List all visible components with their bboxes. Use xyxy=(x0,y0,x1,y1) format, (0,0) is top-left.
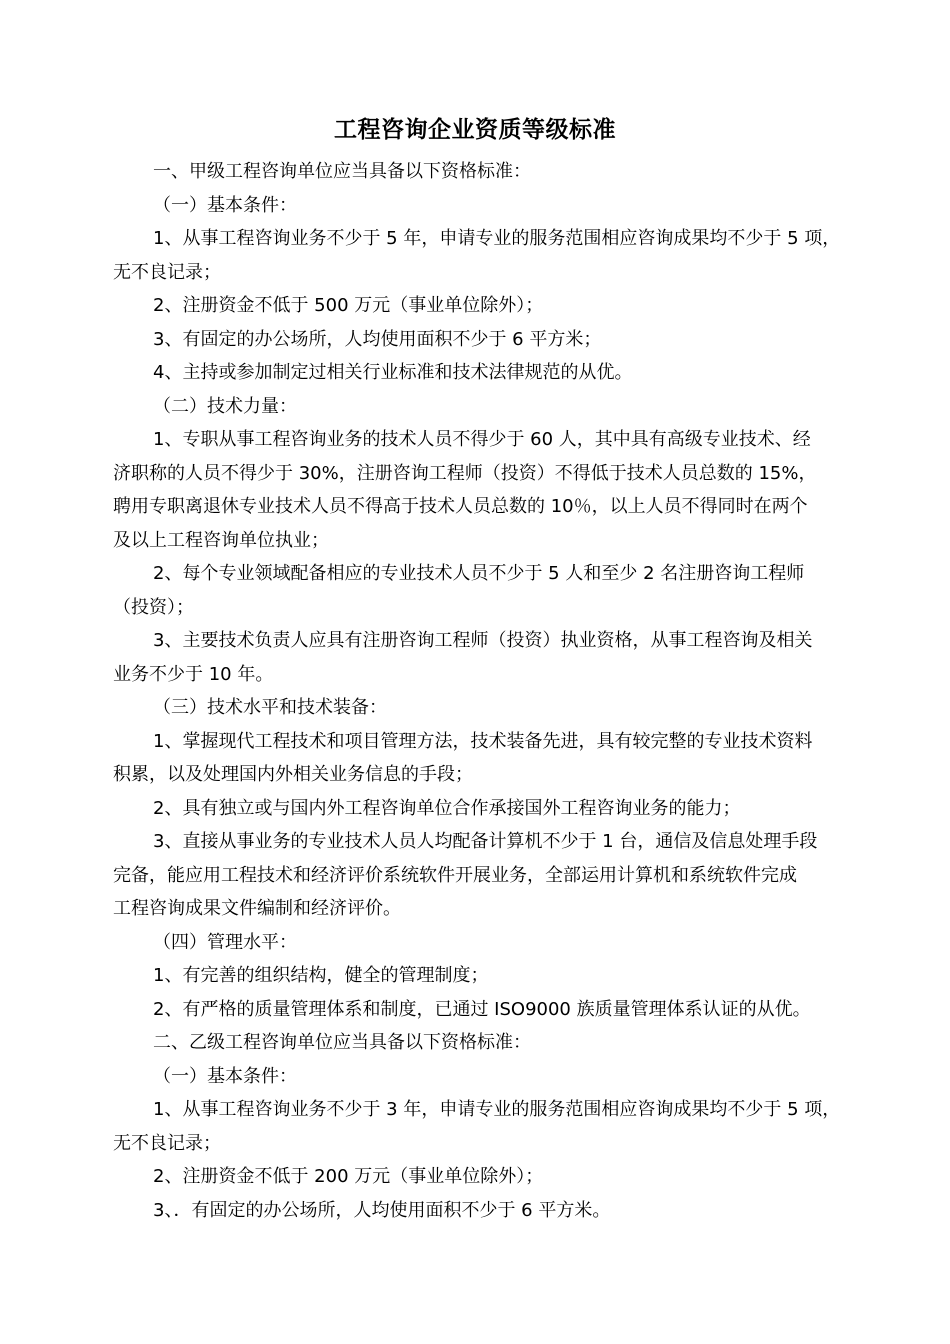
subsection-heading: （一）基本条件： xyxy=(153,1065,297,1087)
paragraph-line: 聘用专职离退休专业技术人员不得高于技术人员总数的 10％，以上人员不得同时在两个 xyxy=(113,496,808,517)
section-heading-2: 二、乙级工程咨询单位应当具备以下资格标准： xyxy=(153,1032,531,1053)
paragraph-line: 无不良记录； xyxy=(113,261,221,283)
paragraph-line: 1、掌握现代工程技术和项目管理方法，技术装备先进，具有较完整的专业技术资料 xyxy=(153,730,813,752)
paragraph-line: 济职称的人员不得少于 30%，注册咨询工程师（投资）不得低于技术人员总数的 15%， xyxy=(113,462,817,484)
subsection-heading: （三）技术水平和技术装备： xyxy=(153,697,387,718)
paragraph-line: 工程咨询成果文件编制和经济评价。 xyxy=(113,898,401,919)
paragraph-line: 3、直接从事业务的专业技术人员人均配备计算机不少于 1 台，通信及信息处理手段 xyxy=(153,831,818,852)
subsection-heading: （一）基本条件： xyxy=(153,194,297,216)
paragraph-line: 3、．有固定的办公场所，人均使用面积不少于 6 平方米。 xyxy=(153,1199,611,1221)
paragraph-line: 业务不少于 10 年。 xyxy=(113,663,274,685)
paragraph-line: （投资）； xyxy=(113,596,194,618)
paragraph-line: 3、有固定的办公场所，人均使用面积不少于 6 平方米； xyxy=(153,328,602,350)
paragraph-line: 4、主持或参加制定过相关行业标准和技术法律规范的从优。 xyxy=(153,362,633,383)
paragraph-line: 2、有严格的质量管理体系和制度，已通过 ISO9000 族质量管理体系认证的从优。 xyxy=(153,998,811,1020)
paragraph-line: 2、注册资金不低于 200 万元（事业单位除外）； xyxy=(153,1166,544,1187)
paragraph-line: 3、主要技术负责人应具有注册咨询工程师（投资）执业资格，从事工程咨询及相关 xyxy=(153,630,813,651)
paragraph-line: 1、从事工程咨询业务不少于 3 年，申请专业的服务范围相应咨询成果均不少于 5 项， xyxy=(153,1099,841,1120)
section-heading-1: 一、甲级工程咨询单位应当具备以下资格标准： xyxy=(153,161,531,182)
paragraph-line: 2、每个专业领域配备相应的专业技术人员不少于 5 人和至少 2 名注册咨询工程师 xyxy=(153,563,805,584)
subsection-heading: （二）技术力量： xyxy=(153,395,297,417)
paragraph-line: 2、具有独立或与国内外工程咨询单位合作承接国外工程咨询业务的能力； xyxy=(153,797,741,819)
subsection-heading: （四）管理水平： xyxy=(153,931,297,953)
paragraph-line: 1、有完善的组织结构，健全的管理制度； xyxy=(153,965,489,986)
paragraph-line: 完备，能应用工程技术和经济评价系统软件开展业务，全部运用计算机和系统软件完成 xyxy=(113,864,797,886)
paragraph-line: 无不良记录； xyxy=(113,1132,221,1154)
document-body xyxy=(113,155,858,1227)
paragraph-line: 1、专职从事工程咨询业务的技术人员不得少于 60 人，其中具有高级专业技术、经 xyxy=(153,429,811,450)
paragraph-line: 1、从事工程咨询业务不少于 5 年，申请专业的服务范围相应咨询成果均不少于 5 项， xyxy=(153,228,841,249)
paragraph-line: 及以上工程咨询单位执业； xyxy=(113,529,329,551)
document-title: 工程咨询企业资质等级标准 xyxy=(334,117,616,143)
paragraph-line: 2、注册资金不低于 500 万元（事业单位除外）； xyxy=(153,295,544,316)
paragraph-line: 积累，以及处理国内外相关业务信息的手段； xyxy=(113,764,473,785)
